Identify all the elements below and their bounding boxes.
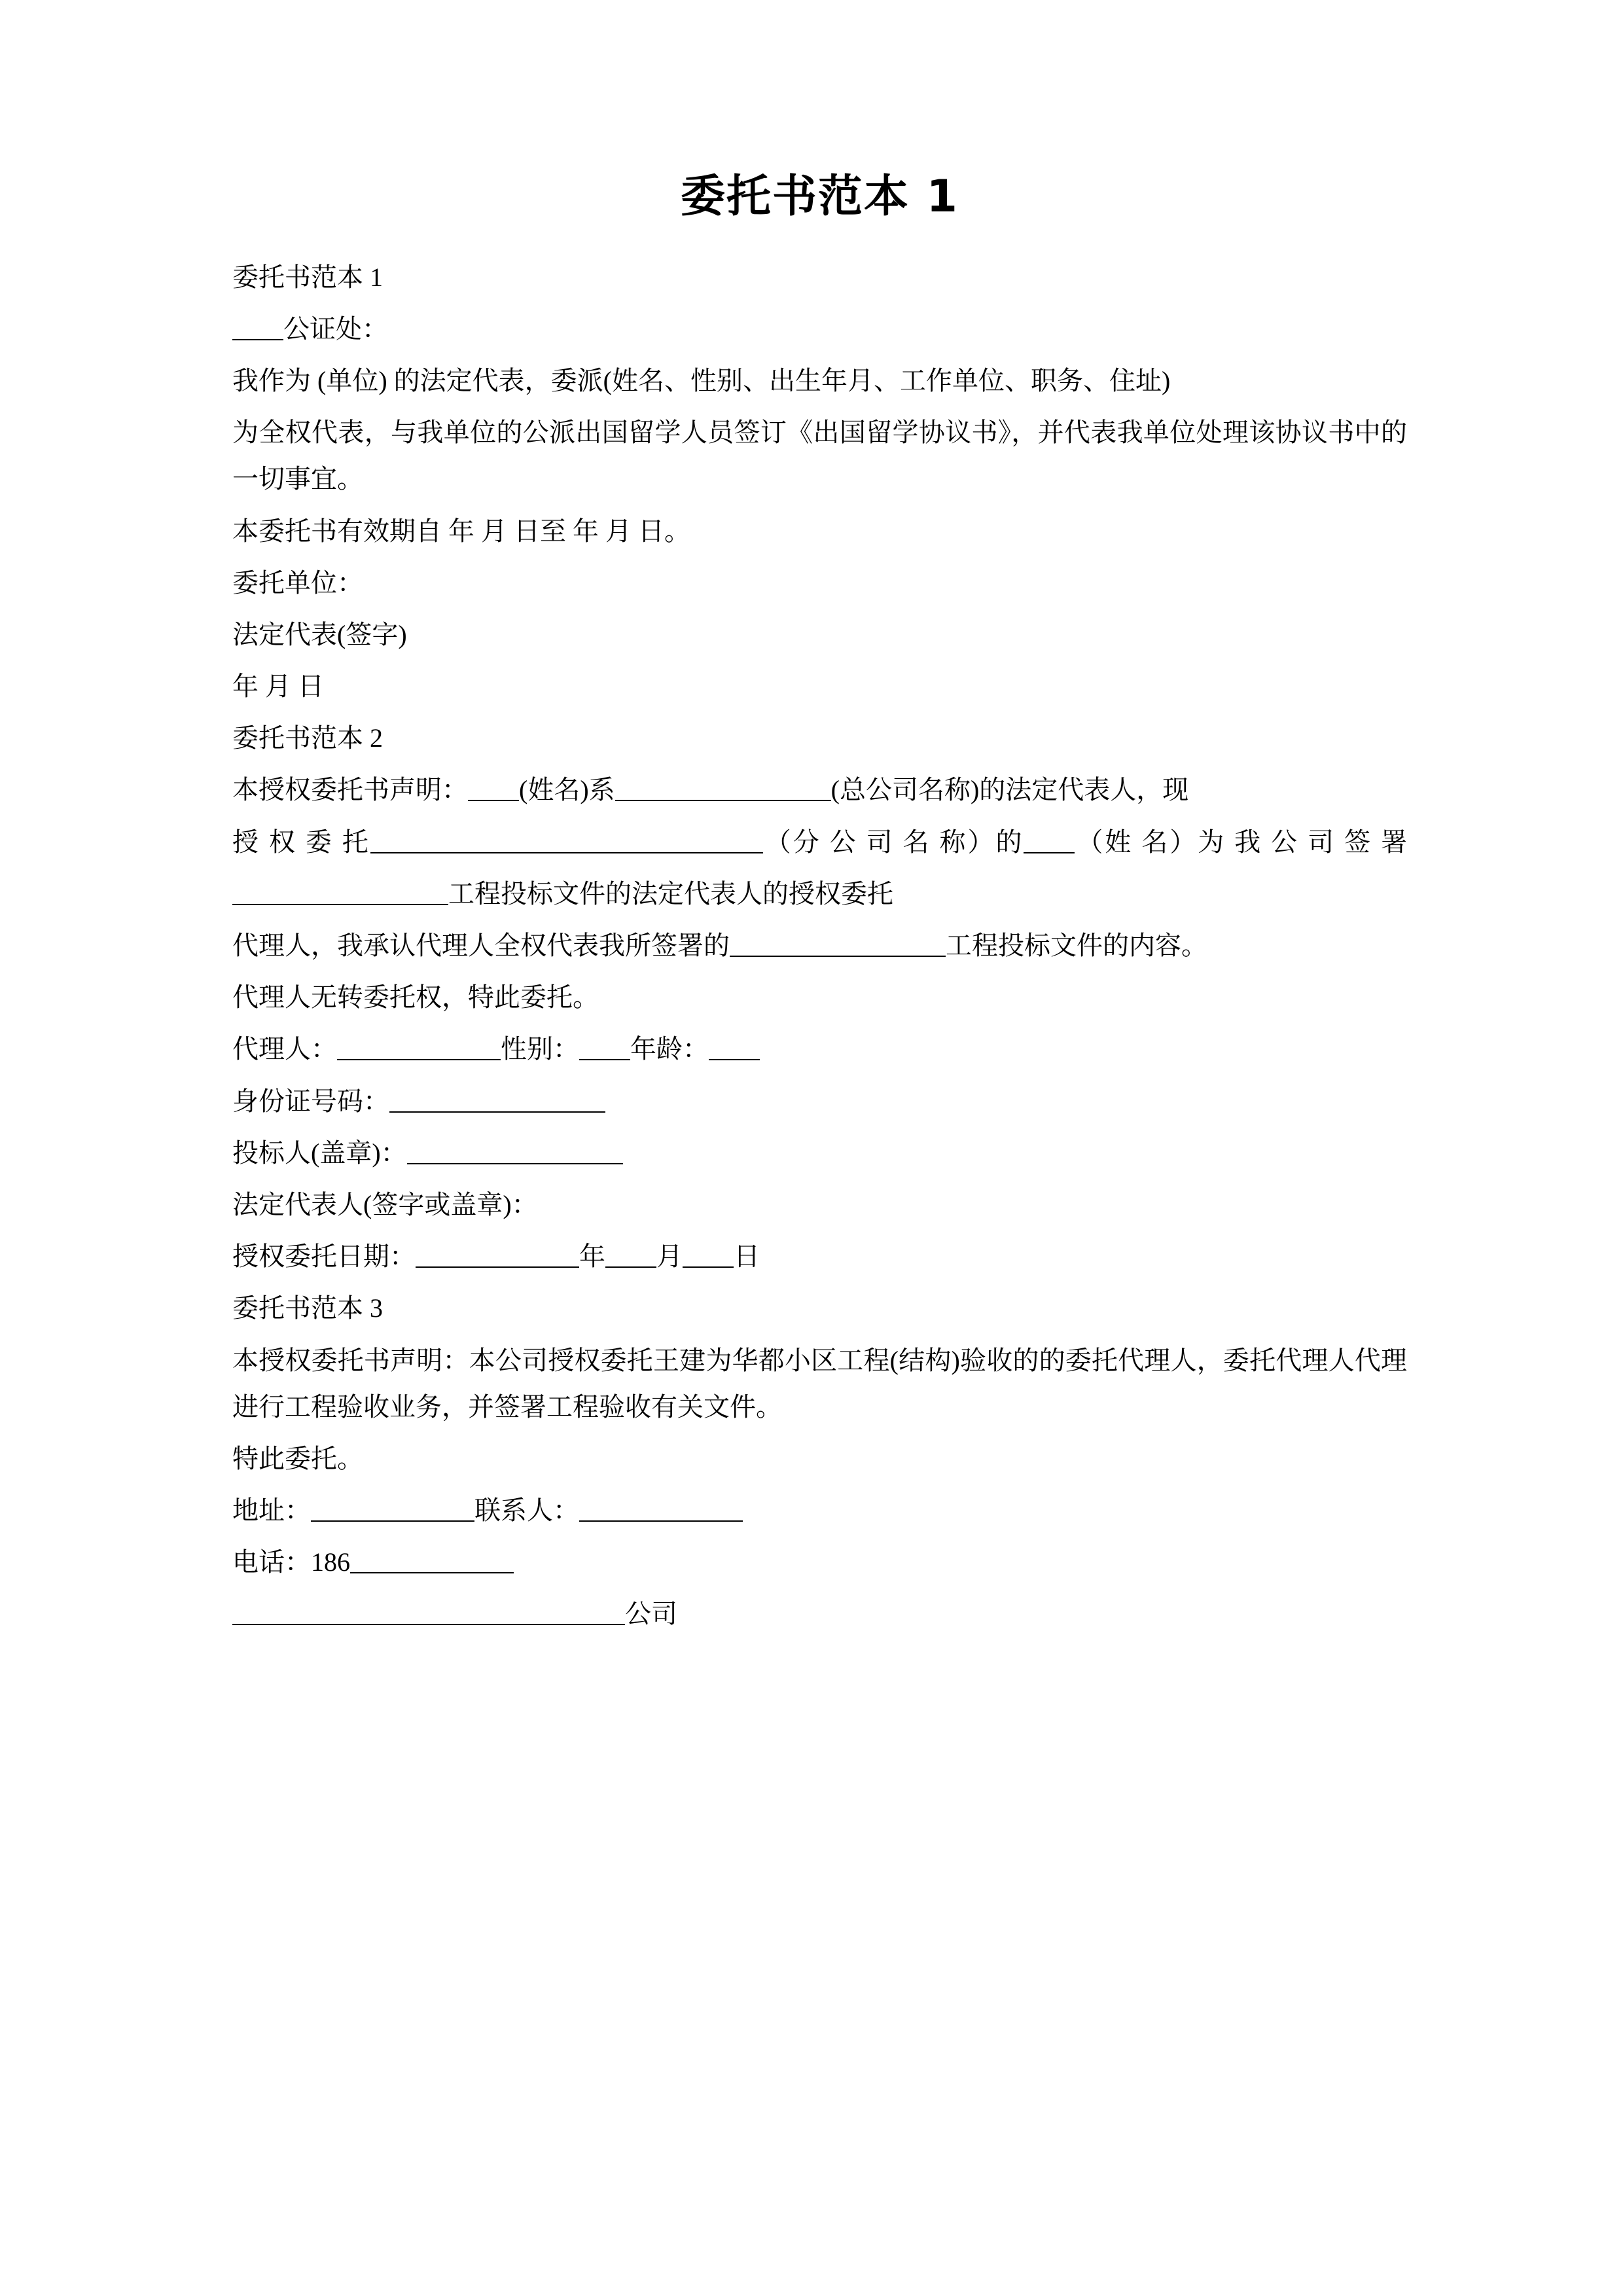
text-run: 委托书范本 1 bbox=[232, 262, 383, 292]
paragraph-sample2-line4 bbox=[232, 922, 1407, 969]
paragraph-sample2-bidder bbox=[232, 1130, 1407, 1176]
page-title: 委托书范本 1 bbox=[681, 171, 959, 223]
text-run: 法定代表人(签字或盖章)： bbox=[232, 1189, 538, 1219]
fill-blank bbox=[389, 1111, 605, 1113]
fill-blank bbox=[579, 1059, 630, 1060]
fill-blank bbox=[232, 1624, 625, 1625]
fill-blank bbox=[311, 1520, 474, 1522]
fill-blank bbox=[468, 800, 519, 801]
paragraph-sample1-legal-rep bbox=[232, 611, 1407, 658]
paragraph-sample3-line1 bbox=[232, 1337, 1407, 1430]
paragraph-sample1-line3 bbox=[232, 409, 1407, 502]
text-run: 授 权 委 托 bbox=[232, 827, 370, 857]
text-run: 工程投标文件的法定代表人的授权委托 bbox=[448, 878, 893, 908]
paragraph-sample3-company bbox=[232, 1590, 1407, 1637]
fill-blank bbox=[232, 904, 448, 905]
text-run: 公司 bbox=[625, 1599, 677, 1629]
text-run: 特此委托。 bbox=[232, 1443, 363, 1473]
paragraph-sample2-id-number bbox=[232, 1078, 1407, 1124]
fill-blank bbox=[605, 1266, 656, 1268]
fill-blank bbox=[407, 1163, 623, 1164]
text-run: 法定代表(签字) bbox=[232, 619, 407, 649]
text-run: 月 bbox=[656, 1242, 683, 1272]
paragraph-sample3-phone bbox=[232, 1539, 1407, 1585]
paragraph-sample2-legal-rep bbox=[232, 1181, 1407, 1228]
text-run: (姓名)系 bbox=[519, 775, 615, 805]
paragraph-sample1-date bbox=[232, 663, 1407, 709]
text-run: 委托书范本 2 bbox=[232, 723, 383, 753]
document-body bbox=[232, 254, 1407, 1638]
text-run: 工程投标文件的内容。 bbox=[946, 931, 1207, 961]
text-run: 本授权委托书声明： bbox=[232, 775, 468, 805]
paragraph-sample2-agent bbox=[232, 1026, 1407, 1072]
paragraph-sample3-address bbox=[232, 1487, 1407, 1534]
paragraph-sample2-date bbox=[232, 1233, 1407, 1280]
fill-blank bbox=[350, 1572, 514, 1573]
text-run: 代理人无转委托权，特此委托。 bbox=[232, 982, 599, 1013]
fill-blank bbox=[683, 1266, 734, 1268]
text-run: 本公司授权委托王建为华都小区工程(结构)验收的的委托代理人，委托代理人代理进行工程验收业务，并签署工程验收有关文件。 bbox=[232, 1345, 1407, 1422]
fill-blank bbox=[1024, 852, 1075, 853]
paragraph-sample2-heading bbox=[232, 715, 1407, 761]
text-run: 投标人(盖章)： bbox=[232, 1138, 407, 1168]
fill-blank bbox=[730, 956, 946, 957]
text-run: 委托单位： bbox=[232, 567, 363, 598]
paragraph-sample2-line3 bbox=[232, 870, 1407, 917]
fill-blank bbox=[615, 800, 831, 801]
paragraph-sample2-line2 bbox=[232, 819, 1407, 865]
paragraph-sample2-line5 bbox=[232, 974, 1407, 1020]
text-run: 年 bbox=[579, 1242, 605, 1272]
text-run: 本授权委托书声明： bbox=[232, 1345, 469, 1375]
text-run: 日 bbox=[734, 1242, 760, 1272]
text-run: 公证处： bbox=[283, 314, 388, 344]
fill-blank bbox=[337, 1059, 501, 1060]
text-run: （姓 名）为 我 公 司 签 署 bbox=[1075, 827, 1408, 857]
paragraph-sample1-line2 bbox=[232, 357, 1407, 404]
text-run: 身份证号码： bbox=[232, 1086, 389, 1116]
text-run: 年 月 日 bbox=[232, 672, 324, 702]
text-run: 授权委托日期： bbox=[232, 1242, 416, 1272]
text-run: 联系人： bbox=[474, 1496, 579, 1526]
text-run: 性别： bbox=[501, 1034, 579, 1064]
fill-blank bbox=[416, 1266, 579, 1268]
text-run: 我作为 (单位) 的法定代表，委派(姓名、性别、出生年月、工作单位、职务、住址) bbox=[232, 365, 1171, 395]
fill-blank bbox=[232, 339, 283, 340]
text-run: 年龄： bbox=[630, 1034, 709, 1064]
text-run: 委托书范本 3 bbox=[232, 1293, 383, 1323]
paragraph-sample1-notary bbox=[232, 306, 1407, 352]
paragraph-sample2-line1 bbox=[232, 766, 1407, 813]
text-run: 代理人： bbox=[232, 1034, 337, 1064]
fill-blank bbox=[709, 1059, 760, 1060]
paragraph-sample3-heading bbox=[232, 1285, 1407, 1331]
paragraph-sample3-line2 bbox=[232, 1435, 1407, 1482]
paragraph-sample1-entrusting-unit bbox=[232, 560, 1407, 606]
text-run: 地址： bbox=[232, 1496, 311, 1526]
paragraph-sample1-validity bbox=[232, 508, 1407, 554]
text-run: 本委托书有效期自 年 月 日至 年 月 日。 bbox=[232, 516, 690, 546]
text-run: （分 公 司 名 称）的 bbox=[762, 827, 1024, 857]
fill-blank bbox=[370, 852, 763, 853]
fill-blank bbox=[579, 1520, 743, 1522]
text-run: 为全权代表，与我单位的公派出国留学人员签订《出国留学协议书》，并代表我单位处理该协议书中的一切事宜。 bbox=[232, 418, 1407, 494]
paragraph-sample1-heading bbox=[232, 254, 1407, 300]
text-run: 电话：186 bbox=[232, 1547, 350, 1577]
text-run: (总公司名称)的法定代表人，现 bbox=[830, 775, 1189, 805]
text-run: 代理人，我承认代理人全权代表我所签署的 bbox=[232, 931, 730, 961]
